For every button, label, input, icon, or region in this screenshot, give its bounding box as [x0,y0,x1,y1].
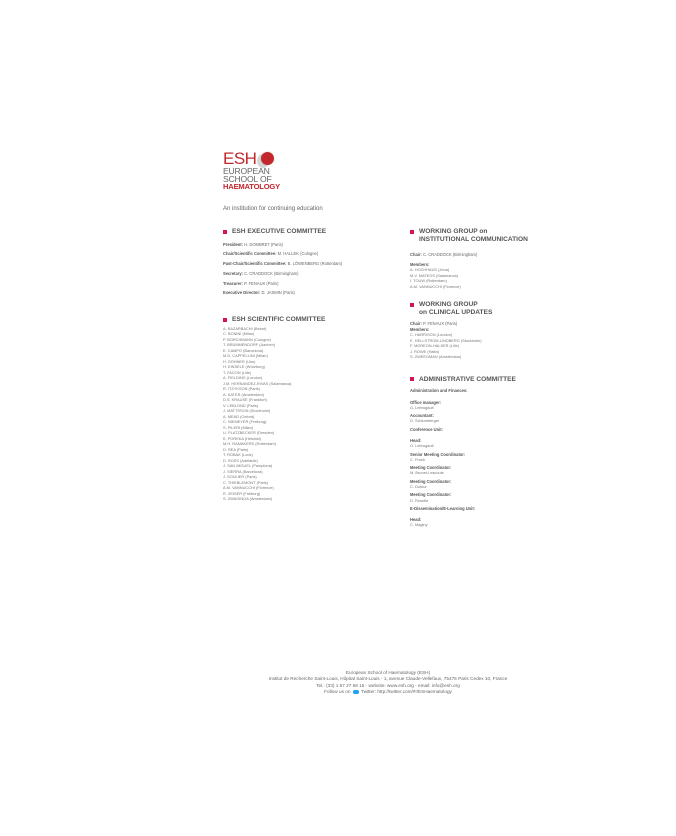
footer-social: Follow us on Twitter: http://twitter.com/#!/ESHaematology [324,688,452,694]
clinical-member: C. HARRISON (London) [410,332,453,338]
executive-name: B. LÖWENBERG (Rotterdam) [286,261,343,267]
scientific-member: C. NIEMEYER (Freiburg) [223,419,267,425]
bullet-icon [410,377,414,381]
clinical-member: S. ZWEEGMAN (Amsterdam) [410,354,462,360]
scientific-member: J. SOULIER (Paris) [223,474,257,480]
executive-role: Chair/Scientific Committee: [223,251,277,257]
communication-members-label: Members: [410,261,430,267]
executive-committee-heading: ESH EXECUTIVE COMMITTEE [223,228,393,236]
scientific-member: T. ROBAK (Lodz) [223,452,253,458]
footer-address: Institut de Recherche Saint-Louis, Hôpital Saint-Louis - 1, avenue Claude-Vellefaux, 75475 Paris Cedex 10, France [268,676,508,682]
clinical-member: F. MOREON-HALSER (Lille) [410,343,460,349]
scientific-member: R. ZEISER (Freiburg) [223,490,261,496]
administrative-committee-heading: ADMINISTRATIVE COMMITTEE [410,376,580,384]
scientific-member: A. KATER (Amsterdam) [223,391,265,397]
scientific-member: M.D. CAPPELLINI (Milan) [223,353,268,359]
scientific-member: T. BRÜMMENDORF (Aachen) [223,342,276,348]
footer [228,670,548,695]
admin-value: C. Frank [410,456,425,462]
right-column [410,228,580,531]
administrative-committee-list [410,388,580,527]
admin-value [410,394,580,397]
footer-contact: Tel.: (33) 1 57 27 68 15 - website: www.esh.org - email: info@esh.org [316,682,460,688]
admin-value: D. Schlumberger [410,418,440,424]
executive-role: President: [223,241,244,247]
admin-value [410,511,580,514]
executive-role: Past-Chair/Scientific Committee: [223,261,287,267]
executive-entry [223,281,393,286]
executive-committee-list [223,242,393,296]
left-column [223,228,393,502]
scientific-member: H. EINSELE (Würzburg) [223,364,265,370]
communication-chair: Chair: C. CRADDOCK (Birmingham) [410,252,478,257]
executive-name: M. HALLEK (Cologne) [276,251,319,257]
clinical-member: E. HELLSTROM-LINDBERG (Stockholm) [410,337,482,343]
communication-member: A. HOCHHAUS (Jena) [410,267,450,272]
admin-label: Meeting Coordinator: [410,478,452,484]
scientific-member: T. FACON (Lille) [223,369,252,375]
admin-value: M. Brunet-Lescouts [410,470,444,476]
scientific-member: A. BAZARBACHI (Beirut) [223,325,267,331]
scientific-member: D. ROSS (Adelaide) [223,457,258,463]
scientific-member: V. LEBLOND (Paris) [223,402,259,408]
executive-name: P. FENAUX (Paris) [243,280,279,286]
scientific-member: M.H. RAMAKERS (Rotterdam) [223,441,276,447]
scientific-member: S. PILERI (Milan) [223,424,254,430]
logo-line-haematology: HAEMATOLOGY [223,182,281,191]
scientific-member: R. ITZYKSON (Paris) [223,386,260,392]
scientific-member: J.M. HERNANDEZ-RIVAS (Salamanca) [223,380,292,386]
working-group-clinical-heading: WORKING GROUP on CLINICAL UPDATES [410,301,580,316]
footer-org-name: European School of Haematology (ESH) [345,670,431,675]
clinical-chair: Chair: P. FENAUX (Paris) [410,321,458,326]
admin-value: G. Lebrugault [410,443,434,449]
scientific-member: P. BORCHMANN (Cologne) [223,336,271,342]
executive-role: Executive Director: [223,290,261,296]
clinical-members-label: Members: [410,327,430,333]
scientific-member: U. PLATZBECKER (Dresden) [223,430,275,436]
logo-esh-text: ESH [223,149,257,168]
executive-entry [223,242,393,247]
communication-member: A.M. VANNUCCHI (Florence) [410,283,461,289]
admin-value: D. Rosette [410,497,429,503]
scientific-member: E. CAMPO (Barcelona) [223,347,264,353]
bullet-icon [410,303,414,307]
admin-label: Accountant: [410,413,434,419]
communication-members-list [410,267,580,289]
admin-value: C. Dufour [410,484,427,490]
scientific-member: S. ZWAGINGA (Amsterdam) [223,496,273,502]
executive-entry [223,290,393,295]
tagline: An institution for continuing education [223,206,323,212]
scientific-member: J. SAN MIGUEL (Pamplona) [223,463,273,469]
scientific-member: K. PORKKA (Helsinki) [223,435,262,441]
scientific-member: D.S. KRAUSE (Frankfurt) [223,397,267,403]
clinical-member: J. ROWE (Haifa) [410,348,439,354]
scientific-member: C. BONINI (Milan) [223,331,255,337]
communication-member: I. TOUW (Rotterdam) [410,278,447,283]
logo-red-circle-icon [261,152,274,165]
executive-role: Treasurer: [223,280,244,286]
bullet-icon [410,230,414,234]
admin-label: E-Dissemination/E-Learning Unit: [410,506,476,512]
executive-entry [223,251,393,256]
scientific-member: J. MATTSSON (Stockholm) [223,408,271,414]
esh-logo [223,150,293,200]
bullet-icon [223,318,227,322]
working-group-communication-heading: WORKING GROUP on INSTITUTIONAL COMMUNICATION [410,228,580,243]
scientific-member: A. FIELDING (London) [223,375,263,381]
executive-name: H. DOMBRET (Paris) [243,241,283,247]
admin-label: Meeting Coordinator: [410,465,452,471]
scientific-member: A. MEAD (Oxford) [223,413,255,419]
admin-label: Conference Unit: [410,426,443,432]
communication-member: M.V. MATEOS (Salamanca) [410,272,458,278]
logo-line-school: SCHOOL OF [223,174,272,184]
scientific-member: J. SIERRA (Barcelona) [223,468,263,474]
admin-label: Head: [410,438,422,444]
admin-label: Office manager: [410,399,442,405]
scientific-member: C. THIEBLEMONT (Paris) [223,479,269,485]
admin-label: Head: [410,517,422,523]
twitter-link[interactable]: Twitter: http://twitter.com/#!/ESHaematology [360,688,452,694]
admin-label: Administration and Finances: [410,388,468,394]
admin-value [410,432,580,435]
twitter-icon [353,690,359,694]
executive-role: Secretary: [223,270,244,276]
bullet-icon [223,230,227,234]
scientific-committee-list [223,326,393,502]
scientific-committee-heading: ESH SCIENTIFIC COMMITTEE [223,316,393,324]
admin-value: G. Lebrugault [410,404,434,410]
admin-value: C. Maginy [410,522,428,528]
scientific-member: A.M. VANNUCCHI (Florence) [223,485,274,491]
admin-label: Senior Meeting Coordinator: [410,451,466,457]
scientific-member: D. REA (Paris) [223,446,249,452]
executive-entry [223,261,393,266]
executive-entry [223,271,393,276]
clinical-members-list [410,332,580,360]
scientific-member: H. DÖHNER (Ulm) [223,358,256,364]
executive-name: C. CRADDOCK (Birmingham) [243,270,299,276]
logo-line-european: EUROPEAN [223,166,270,176]
executive-name: D. JASMIN (Paris) [260,290,295,296]
admin-label: Meeting Coordinator: [410,492,452,498]
